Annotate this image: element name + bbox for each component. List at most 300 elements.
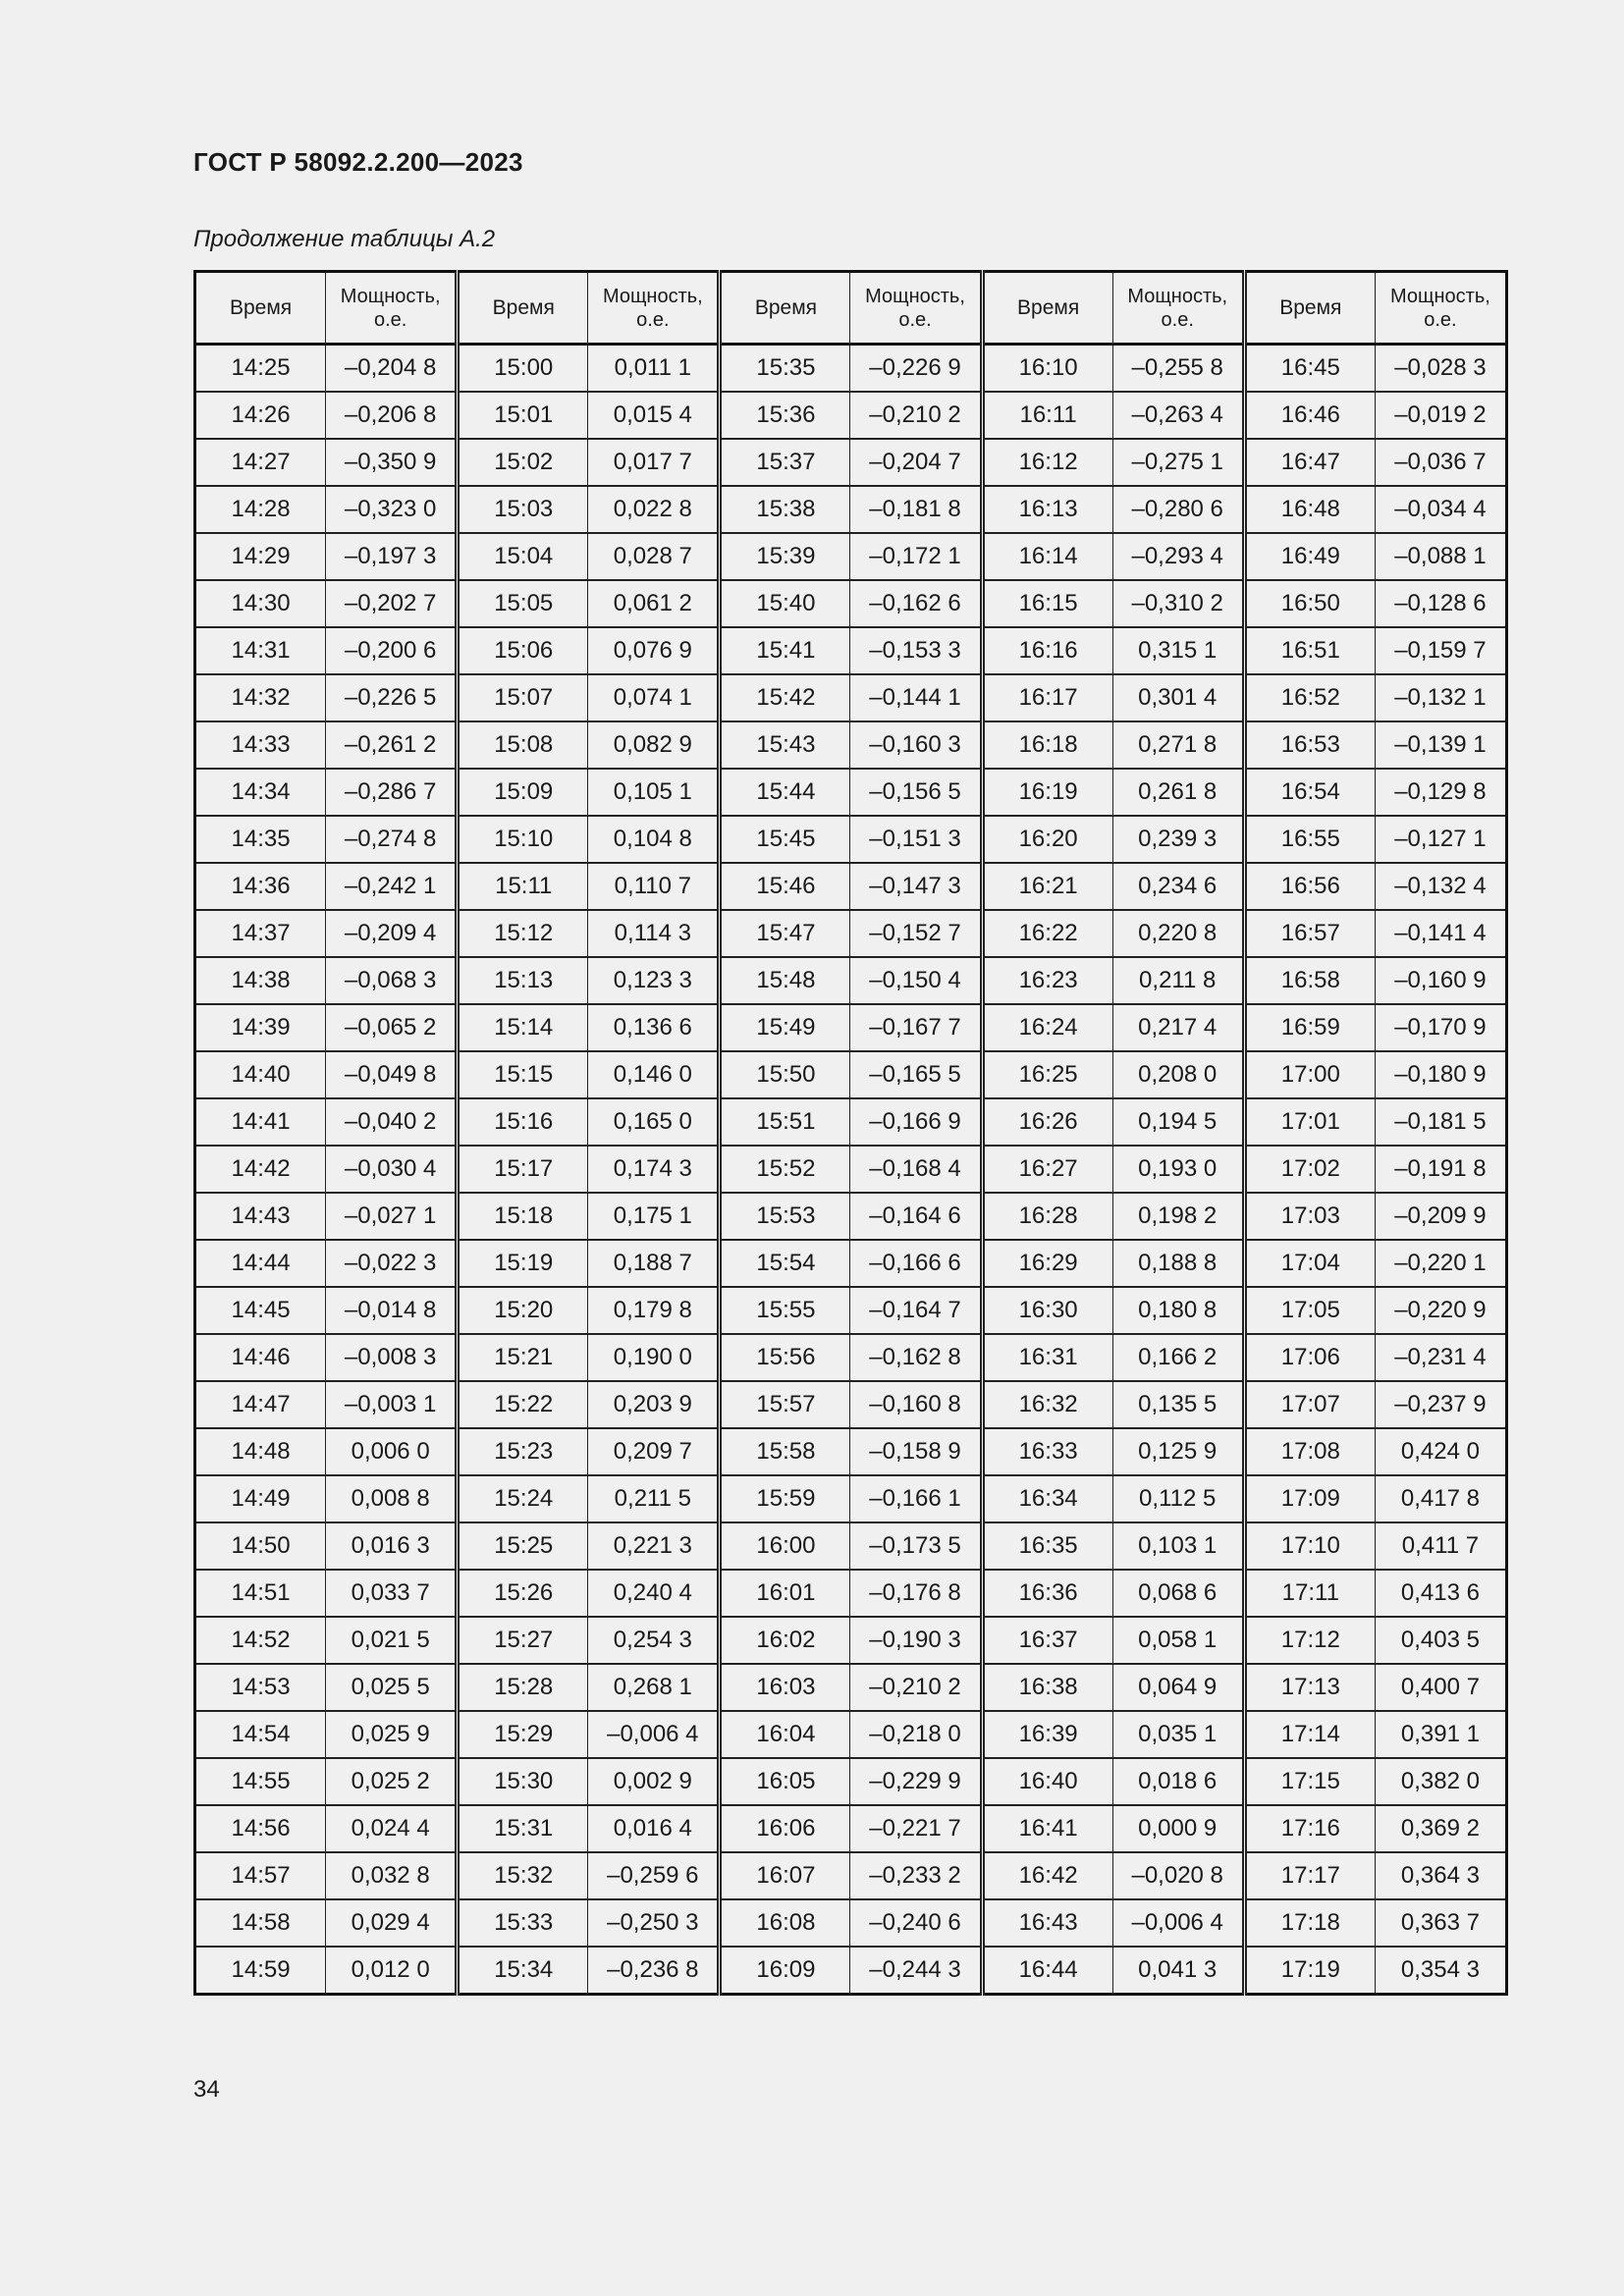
table-row — [195, 1051, 1507, 1098]
table-caption: Продолжение таблицы А.2 — [193, 226, 496, 252]
time-cell: 16:27 — [982, 1146, 1112, 1193]
power-cell: –0,132 1 — [1375, 674, 1506, 721]
time-cell: 16:53 — [1244, 721, 1375, 769]
power-cell: –0,204 7 — [850, 439, 982, 486]
time-cell: 17:05 — [1244, 1287, 1375, 1334]
power-cell: –0,127 1 — [1375, 816, 1506, 863]
power-cell: 0,006 0 — [326, 1428, 458, 1475]
time-cell: 15:47 — [720, 910, 850, 957]
time-cell: 15:56 — [720, 1334, 850, 1381]
time-cell: 15:30 — [458, 1758, 588, 1805]
time-cell: 16:35 — [982, 1522, 1112, 1570]
power-cell: –0,221 7 — [850, 1805, 982, 1852]
time-cell: 15:50 — [720, 1051, 850, 1098]
time-cell: 16:15 — [982, 580, 1112, 627]
power-cell: –0,229 9 — [850, 1758, 982, 1805]
time-cell: 16:38 — [982, 1664, 1112, 1711]
time-cell: 15:28 — [458, 1664, 588, 1711]
power-cell: –0,197 3 — [326, 533, 458, 580]
time-cell: 14:26 — [195, 392, 326, 439]
time-cell: 16:07 — [720, 1852, 850, 1899]
time-cell: 15:48 — [720, 957, 850, 1004]
time-cell: 14:39 — [195, 1004, 326, 1051]
table-row — [195, 1899, 1507, 1947]
power-cell: 0,217 4 — [1112, 1004, 1244, 1051]
time-cell: 16:37 — [982, 1617, 1112, 1664]
power-cell: 0,135 5 — [1112, 1381, 1244, 1428]
power-cell: 0,363 7 — [1375, 1899, 1506, 1947]
time-cell: 16:06 — [720, 1805, 850, 1852]
power-cell: –0,202 7 — [326, 580, 458, 627]
time-cell: 16:58 — [1244, 957, 1375, 1004]
time-cell: 16:01 — [720, 1570, 850, 1617]
power-cell: 0,188 7 — [588, 1240, 720, 1287]
time-cell: 16:25 — [982, 1051, 1112, 1098]
table-row — [195, 816, 1507, 863]
power-cell: –0,165 5 — [850, 1051, 982, 1098]
power-cell: 0,188 8 — [1112, 1240, 1244, 1287]
power-cell: –0,153 3 — [850, 627, 982, 674]
time-cell: 17:06 — [1244, 1334, 1375, 1381]
power-cell: –0,019 2 — [1375, 392, 1506, 439]
time-cell: 16:24 — [982, 1004, 1112, 1051]
power-cell: –0,220 1 — [1375, 1240, 1506, 1287]
power-cell: 0,198 2 — [1112, 1193, 1244, 1240]
time-cell: 14:37 — [195, 910, 326, 957]
power-cell: 0,125 9 — [1112, 1428, 1244, 1475]
power-cell: 0,015 4 — [588, 392, 720, 439]
power-cell: –0,240 6 — [850, 1899, 982, 1947]
power-cell: –0,350 9 — [326, 439, 458, 486]
power-cell: 0,382 0 — [1375, 1758, 1506, 1805]
time-cell: 17:12 — [1244, 1617, 1375, 1664]
power-cell: –0,150 4 — [850, 957, 982, 1004]
page-number: 34 — [193, 2076, 220, 2103]
power-cell: 0,025 9 — [326, 1711, 458, 1758]
time-cell: 14:41 — [195, 1098, 326, 1146]
table-row — [195, 1334, 1507, 1381]
power-cell: 0,209 7 — [588, 1428, 720, 1475]
time-cell: 15:55 — [720, 1287, 850, 1334]
time-cell: 15:25 — [458, 1522, 588, 1570]
time-cell: 14:32 — [195, 674, 326, 721]
power-cell: 0,112 5 — [1112, 1475, 1244, 1522]
time-cell: 16:55 — [1244, 816, 1375, 863]
time-cell: 16:22 — [982, 910, 1112, 957]
power-cell: 0,017 7 — [588, 439, 720, 486]
column-header-time: Время — [1244, 272, 1375, 345]
time-cell: 15:16 — [458, 1098, 588, 1146]
time-cell: 16:28 — [982, 1193, 1112, 1240]
time-cell: 16:46 — [1244, 392, 1375, 439]
power-cell: –0,226 9 — [850, 345, 982, 393]
power-cell: –0,008 3 — [326, 1334, 458, 1381]
power-cell: 0,021 5 — [326, 1617, 458, 1664]
time-cell: 14:43 — [195, 1193, 326, 1240]
time-cell: 16:26 — [982, 1098, 1112, 1146]
power-cell: –0,181 8 — [850, 486, 982, 533]
power-cell: 0,268 1 — [588, 1664, 720, 1711]
time-cell: 15:08 — [458, 721, 588, 769]
power-cell: 0,123 3 — [588, 957, 720, 1004]
time-cell: 16:20 — [982, 816, 1112, 863]
time-cell: 16:56 — [1244, 863, 1375, 910]
power-cell: 0,035 1 — [1112, 1711, 1244, 1758]
time-cell: 15:14 — [458, 1004, 588, 1051]
time-cell: 15:29 — [458, 1711, 588, 1758]
power-cell: 0,174 3 — [588, 1146, 720, 1193]
time-cell: 15:31 — [458, 1805, 588, 1852]
time-cell: 15:39 — [720, 533, 850, 580]
time-cell: 14:42 — [195, 1146, 326, 1193]
time-cell: 14:38 — [195, 957, 326, 1004]
time-cell: 16:30 — [982, 1287, 1112, 1334]
time-cell: 14:50 — [195, 1522, 326, 1570]
time-cell: 15:40 — [720, 580, 850, 627]
table-row — [195, 1381, 1507, 1428]
table-row — [195, 1805, 1507, 1852]
power-cell: –0,132 4 — [1375, 863, 1506, 910]
power-cell: –0,236 8 — [588, 1947, 720, 1995]
power-cell: 0,058 1 — [1112, 1617, 1244, 1664]
power-cell: –0,263 4 — [1112, 392, 1244, 439]
time-cell: 14:52 — [195, 1617, 326, 1664]
power-cell: –0,030 4 — [326, 1146, 458, 1193]
time-cell: 16:13 — [982, 486, 1112, 533]
power-cell: –0,255 8 — [1112, 345, 1244, 393]
time-cell: 15:11 — [458, 863, 588, 910]
power-cell: –0,129 8 — [1375, 769, 1506, 816]
power-cell: 0,193 0 — [1112, 1146, 1244, 1193]
table-row — [195, 1570, 1507, 1617]
column-header-power: Мощность, о.е. — [588, 272, 720, 345]
power-cell: 0,074 1 — [588, 674, 720, 721]
power-cell: 0,068 6 — [1112, 1570, 1244, 1617]
power-cell: –0,128 6 — [1375, 580, 1506, 627]
time-cell: 14:56 — [195, 1805, 326, 1852]
power-cell: 0,240 4 — [588, 1570, 720, 1617]
power-cell: 0,254 3 — [588, 1617, 720, 1664]
power-cell: –0,034 4 — [1375, 486, 1506, 533]
power-cell: –0,206 8 — [326, 392, 458, 439]
time-cell: 17:09 — [1244, 1475, 1375, 1522]
power-cell: 0,261 8 — [1112, 769, 1244, 816]
time-cell: 14:30 — [195, 580, 326, 627]
power-cell: 0,424 0 — [1375, 1428, 1506, 1475]
power-cell: 0,022 8 — [588, 486, 720, 533]
time-cell: 14:44 — [195, 1240, 326, 1287]
power-cell: 0,166 2 — [1112, 1334, 1244, 1381]
table-row — [195, 1287, 1507, 1334]
time-cell: 16:08 — [720, 1899, 850, 1947]
time-cell: 14:27 — [195, 439, 326, 486]
time-cell: 16:39 — [982, 1711, 1112, 1758]
time-cell: 17:15 — [1244, 1758, 1375, 1805]
time-cell: 16:42 — [982, 1852, 1112, 1899]
power-cell: –0,162 6 — [850, 580, 982, 627]
time-cell: 15:46 — [720, 863, 850, 910]
power-cell: –0,190 3 — [850, 1617, 982, 1664]
table-row — [195, 1240, 1507, 1287]
time-cell: 14:55 — [195, 1758, 326, 1805]
power-cell: –0,200 6 — [326, 627, 458, 674]
time-cell: 14:54 — [195, 1711, 326, 1758]
column-header-time: Время — [195, 272, 326, 345]
table-row — [195, 1617, 1507, 1664]
power-cell: –0,065 2 — [326, 1004, 458, 1051]
table-row — [195, 1522, 1507, 1570]
time-cell: 14:28 — [195, 486, 326, 533]
power-cell: –0,180 9 — [1375, 1051, 1506, 1098]
power-cell: –0,172 1 — [850, 533, 982, 580]
column-header-power: Мощность, о.е. — [326, 272, 458, 345]
table-row — [195, 1193, 1507, 1240]
time-cell: 16:16 — [982, 627, 1112, 674]
time-cell: 15:09 — [458, 769, 588, 816]
power-table — [193, 270, 1508, 1996]
power-cell: –0,141 4 — [1375, 910, 1506, 957]
time-cell: 17:01 — [1244, 1098, 1375, 1146]
time-cell: 15:38 — [720, 486, 850, 533]
time-cell: 15:51 — [720, 1098, 850, 1146]
table-row — [195, 1947, 1507, 1995]
power-cell: –0,028 3 — [1375, 345, 1506, 393]
power-cell: 0,194 5 — [1112, 1098, 1244, 1146]
time-cell: 15:18 — [458, 1193, 588, 1240]
power-cell: 0,369 2 — [1375, 1805, 1506, 1852]
time-cell: 14:58 — [195, 1899, 326, 1947]
time-cell: 16:41 — [982, 1805, 1112, 1852]
time-cell: 15:43 — [720, 721, 850, 769]
time-cell: 16:05 — [720, 1758, 850, 1805]
power-cell: –0,006 4 — [588, 1711, 720, 1758]
power-cell: 0,175 1 — [588, 1193, 720, 1240]
power-cell: –0,286 7 — [326, 769, 458, 816]
time-cell: 16:36 — [982, 1570, 1112, 1617]
time-cell: 16:54 — [1244, 769, 1375, 816]
time-cell: 15:26 — [458, 1570, 588, 1617]
time-cell: 16:52 — [1244, 674, 1375, 721]
time-cell: 15:13 — [458, 957, 588, 1004]
power-cell: 0,008 8 — [326, 1475, 458, 1522]
power-cell: 0,315 1 — [1112, 627, 1244, 674]
time-cell: 15:54 — [720, 1240, 850, 1287]
time-cell: 15:32 — [458, 1852, 588, 1899]
time-cell: 16:47 — [1244, 439, 1375, 486]
power-cell: 0,018 6 — [1112, 1758, 1244, 1805]
time-cell: 15:17 — [458, 1146, 588, 1193]
power-cell: –0,159 7 — [1375, 627, 1506, 674]
time-cell: 16:21 — [982, 863, 1112, 910]
power-cell: 0,103 1 — [1112, 1522, 1244, 1570]
column-header-power: Мощность, о.е. — [850, 272, 982, 345]
power-cell: –0,233 2 — [850, 1852, 982, 1899]
time-cell: 15:35 — [720, 345, 850, 393]
time-cell: 15:04 — [458, 533, 588, 580]
table-row — [195, 580, 1507, 627]
time-cell: 16:19 — [982, 769, 1112, 816]
time-cell: 16:50 — [1244, 580, 1375, 627]
power-cell: –0,162 8 — [850, 1334, 982, 1381]
time-cell: 16:23 — [982, 957, 1112, 1004]
time-cell: 16:32 — [982, 1381, 1112, 1428]
time-cell: 15:02 — [458, 439, 588, 486]
power-cell: 0,016 3 — [326, 1522, 458, 1570]
power-cell: –0,250 3 — [588, 1899, 720, 1947]
time-cell: 15:19 — [458, 1240, 588, 1287]
power-cell: –0,167 7 — [850, 1004, 982, 1051]
power-cell: 0,105 1 — [588, 769, 720, 816]
power-cell: –0,160 8 — [850, 1381, 982, 1428]
time-cell: 16:59 — [1244, 1004, 1375, 1051]
time-cell: 14:59 — [195, 1947, 326, 1995]
power-cell: 0,000 9 — [1112, 1805, 1244, 1852]
table-row — [195, 674, 1507, 721]
power-cell: –0,139 1 — [1375, 721, 1506, 769]
column-header-time: Время — [458, 272, 588, 345]
power-cell: –0,293 4 — [1112, 533, 1244, 580]
power-cell: 0,301 4 — [1112, 674, 1244, 721]
power-cell: –0,006 4 — [1112, 1899, 1244, 1947]
power-cell: –0,191 8 — [1375, 1146, 1506, 1193]
table-row — [195, 721, 1507, 769]
time-cell: 17:17 — [1244, 1852, 1375, 1899]
power-cell: –0,261 2 — [326, 721, 458, 769]
power-cell: –0,014 8 — [326, 1287, 458, 1334]
power-cell: 0,211 5 — [588, 1475, 720, 1522]
power-cell: 0,400 7 — [1375, 1664, 1506, 1711]
time-cell: 15:07 — [458, 674, 588, 721]
time-cell: 17:03 — [1244, 1193, 1375, 1240]
time-cell: 14:31 — [195, 627, 326, 674]
power-cell: –0,218 0 — [850, 1711, 982, 1758]
time-cell: 14:57 — [195, 1852, 326, 1899]
time-cell: 15:12 — [458, 910, 588, 957]
time-cell: 15:58 — [720, 1428, 850, 1475]
time-cell: 17:16 — [1244, 1805, 1375, 1852]
time-cell: 17:00 — [1244, 1051, 1375, 1098]
power-cell: 0,364 3 — [1375, 1852, 1506, 1899]
time-cell: 15:49 — [720, 1004, 850, 1051]
power-cell: –0,040 2 — [326, 1098, 458, 1146]
power-cell: 0,104 8 — [588, 816, 720, 863]
power-cell: –0,088 1 — [1375, 533, 1506, 580]
time-cell: 16:17 — [982, 674, 1112, 721]
time-cell: 15:10 — [458, 816, 588, 863]
time-cell: 14:25 — [195, 345, 326, 393]
power-cell: 0,234 6 — [1112, 863, 1244, 910]
power-cell: 0,239 3 — [1112, 816, 1244, 863]
power-cell: 0,033 7 — [326, 1570, 458, 1617]
time-cell: 15:59 — [720, 1475, 850, 1522]
time-cell: 15:01 — [458, 392, 588, 439]
table-row — [195, 910, 1507, 957]
time-cell: 15:44 — [720, 769, 850, 816]
time-cell: 16:03 — [720, 1664, 850, 1711]
power-cell: 0,061 2 — [588, 580, 720, 627]
power-cell: –0,036 7 — [1375, 439, 1506, 486]
power-cell: –0,068 3 — [326, 957, 458, 1004]
power-cell: 0,179 8 — [588, 1287, 720, 1334]
power-cell: –0,160 9 — [1375, 957, 1506, 1004]
power-cell: 0,271 8 — [1112, 721, 1244, 769]
power-cell: –0,323 0 — [326, 486, 458, 533]
table-row — [195, 1428, 1507, 1475]
table-row — [195, 1758, 1507, 1805]
time-cell: 15:33 — [458, 1899, 588, 1947]
time-cell: 17:13 — [1244, 1664, 1375, 1711]
power-cell: –0,210 2 — [850, 392, 982, 439]
power-cell: –0,160 3 — [850, 721, 982, 769]
time-cell: 14:51 — [195, 1570, 326, 1617]
time-cell: 16:49 — [1244, 533, 1375, 580]
power-cell: –0,275 1 — [1112, 439, 1244, 486]
document-header: ГОСТ Р 58092.2.200—2023 — [193, 147, 523, 177]
time-cell: 14:36 — [195, 863, 326, 910]
time-cell: 15:52 — [720, 1146, 850, 1193]
time-cell: 16:14 — [982, 533, 1112, 580]
power-cell: –0,209 9 — [1375, 1193, 1506, 1240]
power-cell: –0,244 3 — [850, 1947, 982, 1995]
time-cell: 16:00 — [720, 1522, 850, 1570]
power-cell: –0,231 4 — [1375, 1334, 1506, 1381]
table-row — [195, 627, 1507, 674]
time-cell: 14:49 — [195, 1475, 326, 1522]
time-cell: 16:11 — [982, 392, 1112, 439]
power-cell: –0,166 6 — [850, 1240, 982, 1287]
table-row — [195, 1852, 1507, 1899]
time-cell: 15:34 — [458, 1947, 588, 1995]
power-cell: –0,003 1 — [326, 1381, 458, 1428]
power-cell: –0,310 2 — [1112, 580, 1244, 627]
power-cell: 0,136 6 — [588, 1004, 720, 1051]
power-cell: 0,391 1 — [1375, 1711, 1506, 1758]
power-cell: 0,024 4 — [326, 1805, 458, 1852]
power-cell: –0,049 8 — [326, 1051, 458, 1098]
table-row — [195, 345, 1507, 393]
time-cell: 16:48 — [1244, 486, 1375, 533]
power-cell: 0,082 9 — [588, 721, 720, 769]
column-header-power: Мощность, о.е. — [1112, 272, 1244, 345]
table-row — [195, 533, 1507, 580]
time-cell: 15:05 — [458, 580, 588, 627]
power-cell: 0,025 2 — [326, 1758, 458, 1805]
power-cell: 0,411 7 — [1375, 1522, 1506, 1570]
time-cell: 15:06 — [458, 627, 588, 674]
power-cell: 0,064 9 — [1112, 1664, 1244, 1711]
time-cell: 16:33 — [982, 1428, 1112, 1475]
power-cell: –0,242 1 — [326, 863, 458, 910]
power-cell: 0,180 8 — [1112, 1287, 1244, 1334]
table-row — [195, 1711, 1507, 1758]
power-cell: –0,210 2 — [850, 1664, 982, 1711]
table-row — [195, 863, 1507, 910]
time-cell: 14:53 — [195, 1664, 326, 1711]
time-cell: 15:57 — [720, 1381, 850, 1428]
time-cell: 15:21 — [458, 1334, 588, 1381]
power-cell: –0,164 6 — [850, 1193, 982, 1240]
table-row — [195, 1004, 1507, 1051]
table-row — [195, 957, 1507, 1004]
time-cell: 16:09 — [720, 1947, 850, 1995]
power-cell: –0,144 1 — [850, 674, 982, 721]
time-cell: 16:04 — [720, 1711, 850, 1758]
time-cell: 16:29 — [982, 1240, 1112, 1287]
time-cell: 16:57 — [1244, 910, 1375, 957]
power-cell: –0,170 9 — [1375, 1004, 1506, 1051]
time-cell: 16:10 — [982, 345, 1112, 393]
power-cell: –0,151 3 — [850, 816, 982, 863]
